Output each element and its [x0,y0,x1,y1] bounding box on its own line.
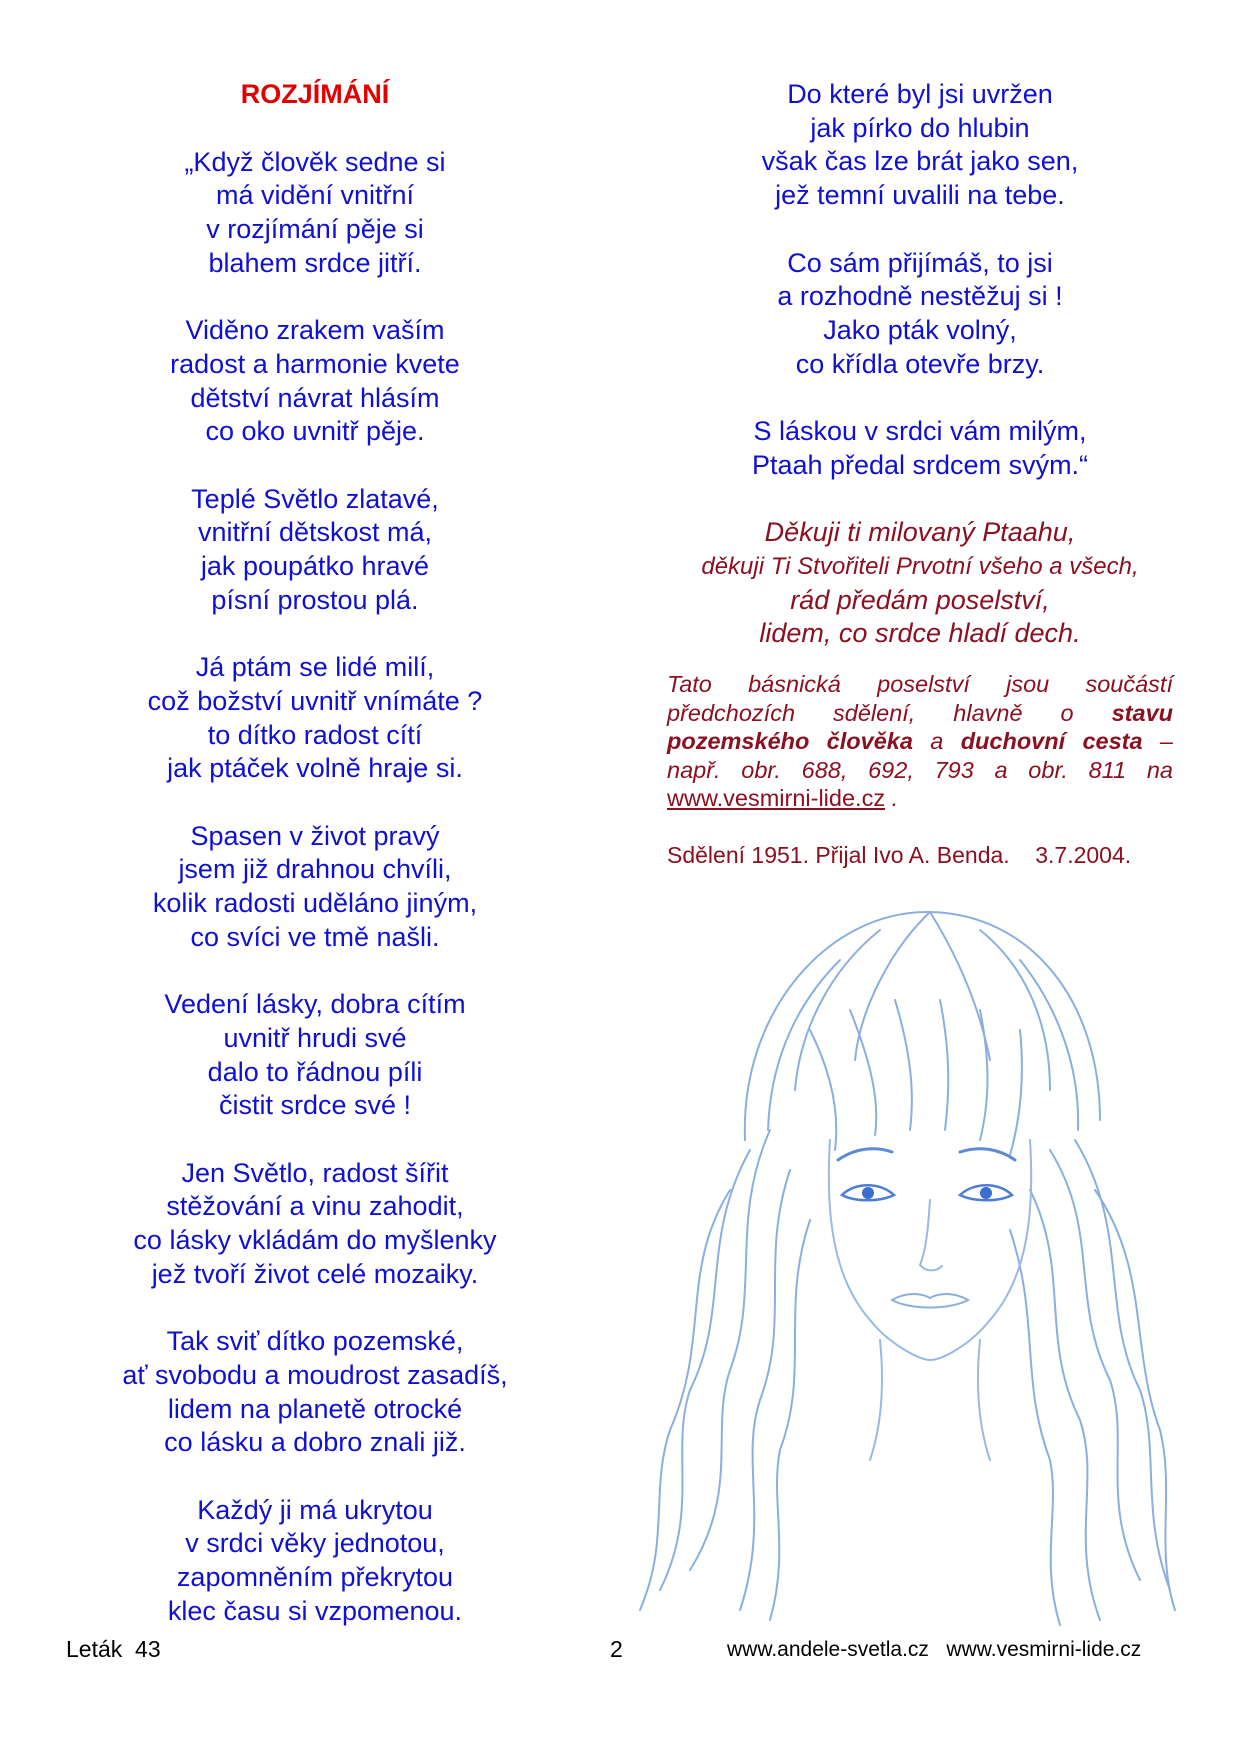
poem-line: jak ptáček volně hraje si. [167,753,463,784]
hair-left [660,1150,750,1590]
poem-line: Viděno zrakem vaším [185,315,445,346]
note-link[interactable]: www.vesmirni-lide.cz [667,785,886,812]
bangs [810,1030,836,1150]
poem-line: Teplé Světlo zlatavé, [191,483,439,514]
poem-line: Spasen v život pravý [190,820,440,851]
thanks-line: lidem, co srdce hladí dech. [759,618,1081,649]
poem-line: to dítko radost cítí [207,719,423,750]
poem-line: jak poupátko hravé [200,551,430,582]
portrait-drawing [630,890,1180,1630]
poem-line: co oko uvnitř pěje. [205,416,425,447]
poem-line: Jako pták volný, [823,314,1017,345]
poem-line: vnitřní dětskost má, [197,517,433,548]
poem-line: jež tvoří život celé mozaiky. [151,1258,479,1289]
hair-left [640,1190,730,1610]
eyebrow [960,1149,1015,1160]
hair-strand [930,912,990,1060]
poem-line: „Když člověk sedne si [184,146,446,177]
poem-line: co lásku a dobro znali již. [164,1427,466,1458]
hair-strand [980,930,1050,1090]
poem-stanza [90,314,540,449]
source-note [667,670,1173,813]
note-bold-state: stavu pozemského člověka [667,699,1173,755]
bangs [895,1000,912,1130]
poem-line: co křídla otevře brzy. [795,348,1045,379]
poem-line: Každý ji má ukrytou [197,1494,433,1525]
poem-line: však čas lze brát jako sen, [761,146,1079,177]
poem-stanza [90,1325,540,1460]
poem-line: co svíci ve tmě našli. [190,921,440,952]
poem-stanza [90,820,540,955]
poem-line: stěžování a vinu zahodit, [166,1191,464,1222]
poem-line: Tak sviť dítko pozemské, [166,1326,464,1357]
poem-line: radost a harmonie kvete [170,348,460,379]
poem-line: kolik radosti uděláno jiným, [152,888,478,919]
poem-line: a rozhodně nestěžuj si ! [777,281,1063,312]
poem-stanza [660,415,1180,482]
signature: Sdělení 1951. Přijal Ivo A. Benda. 3.7.2004. [667,842,1132,868]
note-text: . [885,785,899,812]
poem-line: uvnitř hrudi své [223,1022,407,1053]
face-outline [829,1140,1031,1360]
right-stanzas [660,78,1180,482]
poem-line: jak pírko do hlubin [810,112,1030,143]
poem-line: což božství uvnitř vnímáte ? [147,685,483,716]
poem-line: Ptaah předal srdcem svým.“ [751,449,1089,480]
poem-line: lidem na planetě otrocké [167,1393,463,1424]
poem-line: ať svobodu a moudrost zasadíš, [122,1359,508,1390]
note-bold-path: duchovní cesta [960,728,1143,755]
thanks-line: Děkuji ti milovaný Ptaahu, [764,517,1076,548]
poem-line: zapomněním překrytou [176,1562,454,1593]
poem-line: písní prostou plá. [211,584,419,615]
poem-line: v srdci věky jednotou, [185,1528,445,1559]
footer-websites: www.andele-svetla.cz www.vesmirni-lide.cz [727,1638,1142,1661]
footer-leaflet-number: Leták 43 [66,1636,161,1662]
poem-line: jsem již drahnou chvíli, [178,854,452,885]
poem-line: Jen Světlo, radost šířit [181,1157,449,1188]
poem-stanza [660,78,1180,213]
iris [862,1187,874,1199]
poem-line: blahem srdce jitří. [208,247,422,278]
bangs [940,1000,948,1130]
poem-title: ROZJÍMÁNÍ [240,79,390,109]
poem-stanza [90,1157,540,1292]
poem-stanza [90,988,540,1123]
poem-line: Já ptám se lidé milí, [195,652,435,683]
note-text: – např. obr. 688, 692, 793 a obr. 811 na [667,728,1173,783]
poem-line: Co sám přijímáš, to jsi [787,247,1053,278]
nose [920,1200,942,1270]
hair-strand [855,912,930,1060]
neck [870,1340,882,1460]
poem-right-column [660,78,1180,685]
hair-right [1030,1190,1100,1620]
poem-left-column [90,78,540,1662]
poem-line: čistit srdce své ! [218,1090,412,1121]
hair-outline [745,912,1100,1140]
poem-stanza [90,483,540,618]
bangs [980,1010,988,1140]
hair-right [1010,1230,1060,1625]
poem-line: co lásky vkládám do myšlenky [133,1225,497,1256]
poem-line: jež temní uvalili na tebe. [775,180,1065,211]
bangs [1010,1030,1022,1155]
poem-line: Vedení lásky, dobra cítím [164,989,466,1020]
note-text: a [912,728,961,755]
poem-line: dalo to řádnou píli [207,1056,423,1087]
poem-stanza [90,1494,540,1629]
hair-right [1075,1140,1170,1590]
footer-page-number: 2 [610,1636,623,1662]
eyebrow [838,1149,892,1160]
lips [892,1294,968,1307]
bangs [850,1010,876,1135]
poem-stanza [90,146,540,281]
poem-line: Do které byl jsi uvržen [787,79,1053,109]
thanks-line: rád předám poselství, [790,584,1050,615]
neck [978,1340,990,1460]
hair-right [1095,1190,1175,1610]
poem-line: dětství návrat hlásím [190,382,440,413]
note-text: Tato básnická poselství jsou součástí předchozích sdělení, hlavně o [667,671,1173,726]
poem-line: S láskou v srdci vám milým, [753,416,1087,446]
poem-line: klec času si vzpomenou. [167,1595,463,1626]
iris [980,1187,992,1199]
poem-line: v rozjímání pěje si [206,214,424,245]
thanks-stanza [660,516,1180,651]
poem-stanza [90,651,540,786]
poem-stanza [660,247,1180,382]
poem-line: má vidění vnitřní [215,180,415,211]
left-stanzas [90,146,540,1629]
thanks-line: děkuji Ti Stvořiteli Prvotní všeho a všech, [701,552,1139,580]
hair-strand [1020,960,1078,1130]
hair-right [1050,1150,1140,1580]
